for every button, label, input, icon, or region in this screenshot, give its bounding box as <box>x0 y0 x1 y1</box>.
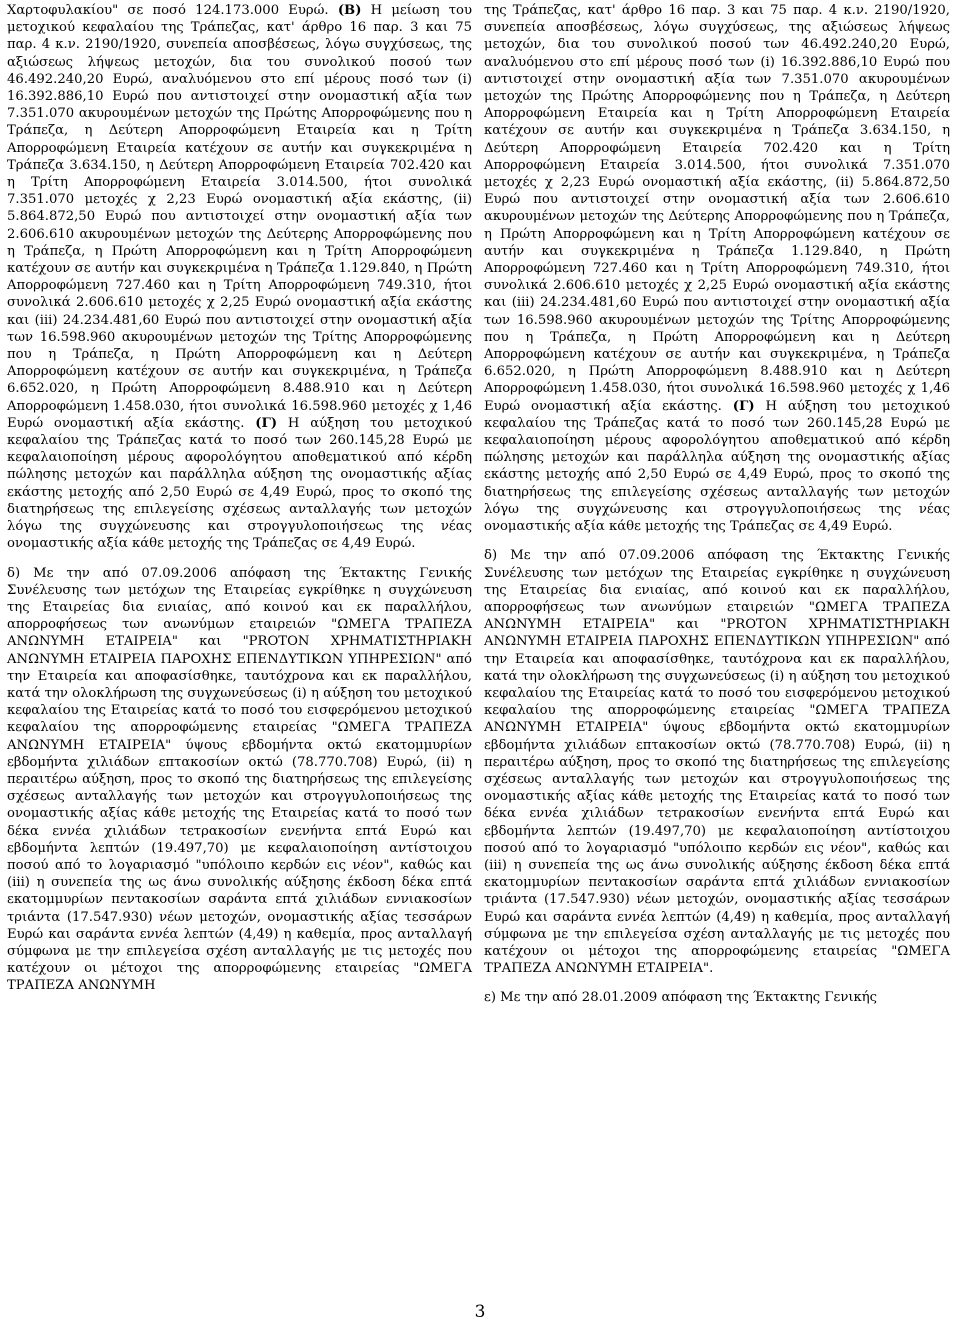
section-label-g: (Γ) <box>255 415 278 431</box>
section-label-g: (Γ) <box>732 398 755 414</box>
right-column <box>484 2 950 1019</box>
left-column <box>7 2 472 1007</box>
paragraph-e: ε) Με την από 28.01.2009 απόφαση της Έκτακτης Γενικής <box>484 990 878 1006</box>
paragraph-text: της Τράπεζας, κατ' άρθρο 16 παρ. 3 και 75 παρ. 4 κ.ν. 2190/1920, συνεπεία αποσβέσεως, λόγω συγχύσεως, της αξιώσεως λήψεως μετοχών, δια του συνολικού ποσού των 46.492.240,20 Ευρώ, αναλυόμενου στο επί μέρους ποσό των (i) 16.392.886,10 Ευρώ που αντιστοιχεί στην ονομαστική αξία των 7.351.070 ακυρουμένων μετοχών της Πρώτης Απορροφώμενης που η Τράπεζα, η Δεύτερη Απορροφώμενη Εταιρεία και η Τρίτη Απορροφώμενη Εταιρεία κατέχουν σε αυτήν και συγκεκριμένα η Τράπεζα 3.634.150, η Δεύτερη Απορροφώμενη Εταιρεία 702.420 και η Τρίτη Απορροφώμενη Εταιρεία 3.014.500, ήτοι συνολικά 7.351.070 μετοχές χ 2,23 Ευρώ ονομαστική αξία εκάστης, (ii) 5.864.872,50 Ευρώ που αντιστοιχεί στην ονομαστική αξία των 2.606.610 ακυρουμένων μετοχών της Δεύτερης Απορροφώμενης που η Τράπεζα, η Πρώτη Απορροφώμενη και η Τρίτη Απορροφώμενη κατέχουν σε αυτήν και συγκεκριμένα η Τράπεζα 1.129.840, η Πρώτη Απορροφώμενη 727.460 και η Τρίτη Απορροφώμενη 749.310, ήτοι συνολικά 2.606.610 μετοχές χ 2,25 Ευρώ ονομαστική αξία εκάστης και (iii) 24.234.481,60 Ευρώ που αντιστοιχεί στην ονομαστική αξία των 16.598.960 ακυρουμένων μετοχών της Τρίτης Απορροφώμενης που η Τράπεζα, η Πρώτη Απορροφώμενη και η Δεύτερη Απορροφώμενη κατέχουν σε αυτήν και συγκεκριμένα, η Τράπεζα 6.652.020, η Πρώτη Απορροφώμενη 8.488.910 και η Δεύτερη Απορροφώμενη 1.458.030, ήτοι συνολικά 16.598.960 μετοχές χ 1,46 Ευρώ ονομαστική αξία εκάστης. <box>484 3 950 414</box>
paragraph-text: Χαρτοφυλακίου" σε ποσό 124.173.000 Ευρώ. <box>7 3 338 18</box>
paragraph-b-g-continuation <box>7 2 472 553</box>
paragraph-d: δ) Με την από 07.09.2006 απόφαση της Έκτακτης Γενικής Συνέλευσης των μετόχων της Εταιρείας εγκρίθηκε η συγχώνευση της Εταιρείας δια ενιαίας, από κοινού και εκ παραλλήλου, απορροφήσεως των ανωνύμων εταιρειών "ΩΜΕΓΑ ΤΡΑΠΕΖΑ ΑΝΩΝΥΜΗ ΕΤΑΙΡΕΙΑ" και "PROTON ΧΡΗΜΑΤΙΣΤΗΡΙΑΚΗ ΑΝΩΝΥΜΗ ΕΤΑΙΡΕΙΑ ΠΑΡΟΧΗΣ ΕΠΕΝΔΥΤΙΚΩΝ ΥΠΗΡΕΣΙΩΝ" από την Εταιρεία και αποφασίσθηκε, ταυτόχρονα και εκ παραλλήλου, κατά την ολοκλήρωση της συγχωνεύσεως (i) η αύξηση του μετοχικού κεφαλαίου της Εταιρείας κατά το ποσό του εισφερόμενου μετοχικού κεφαλαίου της απορροφώμενης εταιρείας "ΩΜΕΓΑ ΤΡΑΠΕΖΑ ΑΝΩΝΥΜΗ ΕΤΑΙΡΕΙΑ" ύψους εβδομήντα οκτώ εκατομμυρίων εβδομήντα χιλιάδων επτακοσίων οκτώ (78.770.708) Ευρώ, (ii) η περαιτέρω αύξηση, προς το σκοπό της διατηρήσεως της επιλεγείσης σχέσεως ανταλλαγής των μετοχών και στρογγυλοποιήσεως της ονομαστικής αξίας κάθε μετοχής της Εταιρείας κατά το ποσό των δέκα εννέα χιλιάδων τετρακοσίων ενενήντα επτά Ευρώ και εβδομήντα λεπτών (19.497,70) με κεφαλαιοποίηση αντίστοιχου ποσού από το λογαριασμό "υπόλοιπο κερδών εις νέον", καθώς και (iii) η συνεπεία της ως άνω συνολικής αύξησης έκδοση δέκα επτά εκατομμυρίων πεντακοσίων σαράντα επτά χιλιάδων εννιακοσίων τριάντα (17.547.930) νέων μετοχών, ονομαστικής αξίας τεσσάρων Ευρώ και σαράντα εννέα λεπτών (4,49) η καθεμία, προς ανταλλαγή σύμφωνα με την επιλεγείσα σχέση ανταλλαγής με τις μετοχές που κατέχουν οι μέτοχοι της απορροφώμενης εταιρείας "ΩΜΕΓΑ ΤΡΑΠΕΖΑ ΑΝΩΝΥΜΗ <box>7 565 472 994</box>
page-number: 3 <box>474 1302 486 1322</box>
paragraph-text: Η αύξηση του μετοχικού κεφαλαίου της Τράπεζας κατά το ποσό των 260.145,28 Ευρώ με κεφαλαιοποίηση μέρους αφορολόγητου αποθεματικού από κέρδη πώλησης μετοχών και παράλληλα αύξηση της ονομαστικής αξίας εκάστης μετοχής από 2,50 Ευρώ σε 4,49 Ευρώ, προς το σκοπό της διατηρήσεως της επιλεγείσης σχέσεως ανταλλαγής των μετοχών λόγω της συγχώνευσης και στρογγυλοποιήσεως της νέας ονομαστικής αξία κάθε μετοχής της Τράπεζας σε 4,49 Ευρώ. <box>484 398 950 535</box>
paragraph-text: Η αύξηση του μετοχικού κεφαλαίου της Τράπεζας κατά το ποσό των 260.145,28 Ευρώ με κεφαλαιοποίηση μέρους αφορολόγητου αποθεματικού από κέρδη πώλησης μετοχών και παράλληλα αύξηση της ονομαστικής αξίας εκάστης μετοχής από 2,50 Ευρώ σε 4,49 Ευρώ, προς το σκοπό της διατηρήσεως της επιλεγείσης σχέσεως ανταλλαγής των μετοχών λόγω της συγχώνευσης και στρογγυλοποιήσεως της νέας ονομαστικής αξία κάθε μετοχής της Τράπεζας σε 4,49 Ευρώ. <box>7 415 472 552</box>
paragraph-b-g-continuation <box>484 2 950 535</box>
section-label-b: (Β) <box>337 3 362 18</box>
paragraph-text: Η μείωση του μετοχικού κεφαλαίου της Τράπεζας, κατ' άρθρο 16 παρ. 3 και 75 παρ. 4 κ.ν. 2190/1920, συνεπεία αποσβέσεως, λόγω συγχύσεως, της αξιώσεως λήψεως μετοχών, δια του συνολικού ποσού των 46.492.240,20 Ευρώ, αναλυόμενου στο επί μέρους ποσό των (i) 16.392.886,10 Ευρώ που αντιστοιχεί στην ονομαστική αξία των 7.351.070 ακυρουμένων μετοχών της Πρώτης Απορροφώμενης που η Τράπεζα, η Δεύτερη Απορροφώμενη Εταιρεία και η Τρίτη Απορροφώμενη Εταιρεία κατέχουν σε αυτήν και συγκεκριμένα η Τράπεζα 3.634.150, η Δεύτερη Απορροφώμενη Εταιρεία 702.420 και η Τρίτη Απορροφώμενη Εταιρεία 3.014.500, ήτοι συνολικά 7.351.070 μετοχές χ 2,23 Ευρώ ονομαστική αξία εκάστης, (ii) 5.864.872,50 Ευρώ που αντιστοιχεί στην ονομαστική αξία των 2.606.610 ακυρουμένων μετοχών της Δεύτερης Απορροφώμενης που η Τράπεζα, η Πρώτη Απορροφώμενη και η Τρίτη Απορροφώμενη κατέχουν σε αυτήν και συγκεκριμένα η Τράπεζα 1.129.840, η Πρώτη Απορροφώμενη 727.460 και η Τρίτη Απορροφώμενη 749.310, ήτοι συνολικά 2.606.610 μετοχές χ 2,25 Ευρώ ονομαστική αξία εκάστης και (iii) 24.234.481,60 Ευρώ που αντιστοιχεί στην ονομαστική αξία των 16.598.960 ακυρουμένων μετοχών της Τρίτης Απορροφώμενης που η Τράπεζα, η Πρώτη Απορροφώμενη και η Δεύτερη Απορροφώμενη κατέχουν σε αυτήν και συγκεκριμένα, η Τράπεζα 6.652.020, η Πρώτη Απορροφώμενη 8.488.910 και η Δεύτερη Απορροφώμενη 1.458.030, ήτοι συνολικά 16.598.960 μετοχές χ 1,46 Ευρώ ονομαστική αξία εκάστης. <box>7 3 473 431</box>
paragraph-d: δ) Με την από 07.09.2006 απόφαση της Έκτακτης Γενικής Συνέλευσης των μετόχων της Εταιρείας εγκρίθηκε η συγχώνευση της Εταιρείας δια ενιαίας, από κοινού και εκ παραλλήλου, απορροφήσεως των ανωνύμων εταιρειών "ΩΜΕΓΑ ΤΡΑΠΕΖΑ ΑΝΩΝΥΜΗ ΕΤΑΙΡΕΙΑ" και "PROTON ΧΡΗΜΑΤΙΣΤΗΡΙΑΚΗ ΑΝΩΝΥΜΗ ΕΤΑΙΡΕΙΑ ΠΑΡΟΧΗΣ ΕΠΕΝΔΥΤΙΚΩΝ ΥΠΗΡΕΣΙΩΝ" από την Εταιρεία και αποφασίσθηκε, ταυτόχρονα και εκ παραλλήλου, κατά την ολοκλήρωση της συγχωνεύσεως (i) η αύξηση του μετοχικού κεφαλαίου της Εταιρείας κατά το ποσό του εισφερόμενου μετοχικού κεφαλαίου της απορροφώμενης εταιρείας "ΩΜΕΓΑ ΤΡΑΠΕΖΑ ΑΝΩΝΥΜΗ ΕΤΑΙΡΕΙΑ" ύψους εβδομήντα οκτώ εκατομμυρίων εβδομήντα χιλιάδων επτακοσίων οκτώ (78.770.708) Ευρώ, (ii) η περαιτέρω αύξηση, προς το σκοπό της διατηρήσεως της επιλεγείσης σχέσεως ανταλλαγής των μετοχών και στρογγυλοποιήσεως της ονομαστικής αξίας κάθε μετοχής της Εταιρείας κατά το ποσό των δέκα εννέα χιλιάδων τετρακοσίων ενενήντα επτά Ευρώ και εβδομήντα λεπτών (19.497,70) με κεφαλαιοποίηση αντίστοιχου ποσού από το λογαριασμό "υπόλοιπο κερδών εις νέον", καθώς και (iii) η συνεπεία της ως άνω συνολικής αύξησης έκδοση δέκα επτά εκατομμυρίων πεντακοσίων σαράντα επτά χιλιάδων εννιακοσίων τριάντα (17.547.930) νέων μετοχών, ονομαστικής αξίας τεσσάρων Ευρώ και σαράντα εννέα λεπτών (4,49) η καθεμία, προς ανταλλαγή σύμφωνα με την επιλεγείσα σχέση ανταλλαγής με τις μετοχές που κατέχουν οι μέτοχοι της απορροφώμενης εταιρείας "ΩΜΕΓΑ ΤΡΑΠΕΖΑ ΑΝΩΝΥΜΗ ΕΤΑΙΡΕΙΑ". <box>484 548 950 977</box>
